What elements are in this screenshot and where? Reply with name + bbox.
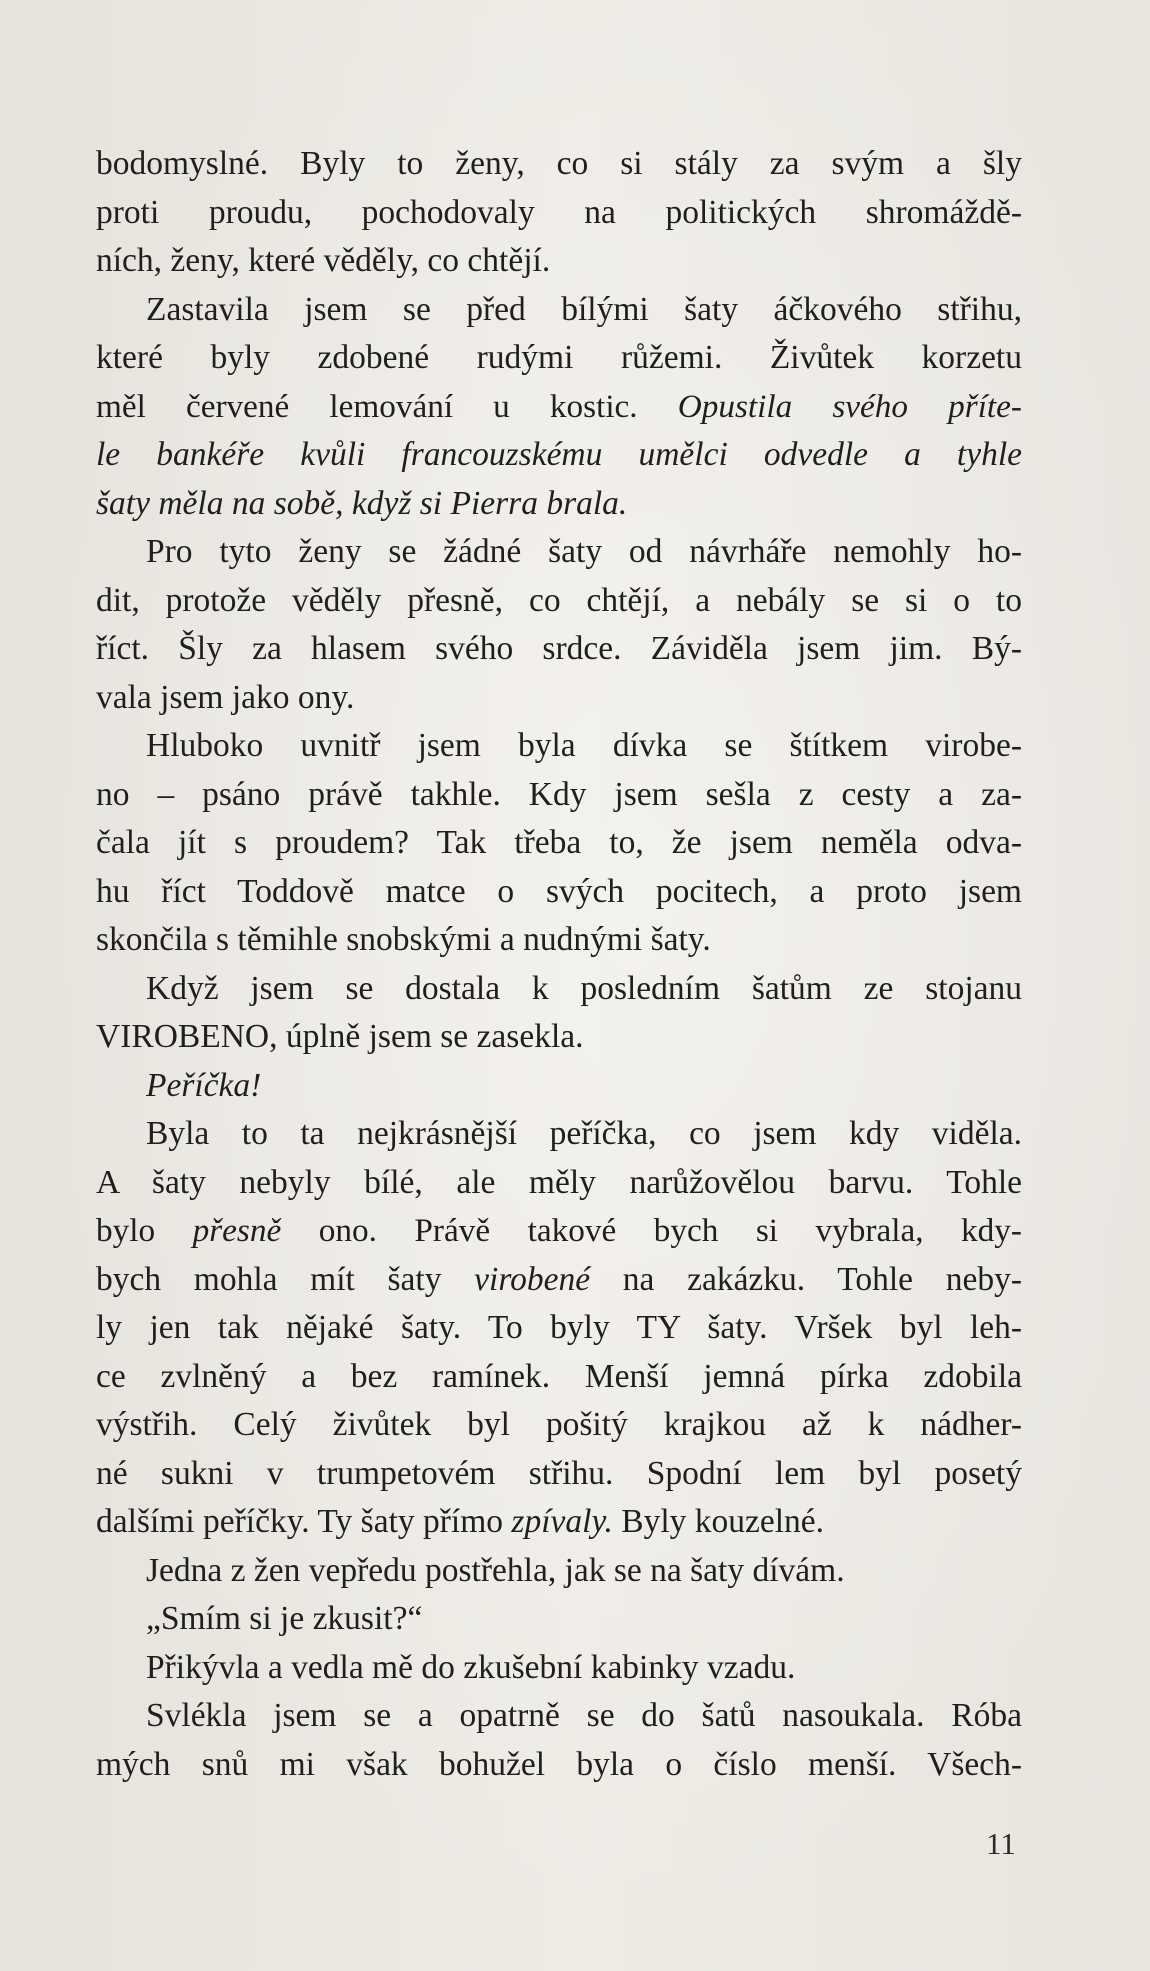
text-segment: měl červené lemování u kostic. xyxy=(96,387,678,425)
text-line xyxy=(96,577,1022,626)
italic-text: le bankéře kvůli francouzskému umělci odvedle a tyhle xyxy=(96,436,1022,473)
body-text xyxy=(96,140,1022,1789)
text-segment: bych mohla mít šaty xyxy=(96,1260,475,1298)
text-segment: dalšími peříčky. Ty šaty přímo xyxy=(96,1503,512,1540)
text-line xyxy=(96,528,1022,577)
text-segment: bodomyslné. Byly to ženy, co si stály za svým a šly xyxy=(96,145,1022,182)
text-line xyxy=(96,1692,1022,1741)
text-segment: které byly zdobené rudými růžemi. Živůtek korzetu xyxy=(96,339,1022,376)
italic-text: zpívaly. xyxy=(511,1503,613,1540)
text-segment: Jedna z žen vepředu postřehla, jak se na šaty dívám. xyxy=(146,1551,845,1589)
text-segment: říct. Šly za hlasem svého srdce. Záviděla jsem jim. Bý- xyxy=(96,630,1022,667)
text-segment: ních, ženy, které věděly, co chtějí. xyxy=(96,242,551,279)
text-line xyxy=(96,480,1022,529)
text-line xyxy=(96,1741,1022,1790)
text-segment: Byly kouzelné. xyxy=(612,1503,825,1540)
italic-text: Peříčka! xyxy=(146,1066,262,1104)
text-segment: né sukni v trumpetovém střihu. Spodní lem byl posetý xyxy=(96,1454,1022,1492)
text-segment: ly jen tak nějaké šaty. To byly TY šaty. Vršek byl leh- xyxy=(96,1309,1022,1346)
text-segment: čala jít s proudem? Tak třeba to, že jsem neměla odva- xyxy=(96,824,1022,861)
italic-text: Opustila svého příte- xyxy=(677,387,1022,425)
text-segment: Hluboko uvnitř jsem byla dívka se štítkem virobe- xyxy=(146,727,1022,764)
italic-text: virobené xyxy=(474,1260,591,1298)
text-line xyxy=(96,1498,1022,1547)
text-segment: výstřih. Celý živůtek byl pošitý krajkou až k nádher- xyxy=(96,1406,1022,1443)
text-line xyxy=(96,1644,1022,1693)
text-line xyxy=(96,1304,1022,1353)
text-line xyxy=(96,140,1022,189)
text-segment: hu říct Toddově matce o svých pocitech, a proto jsem xyxy=(96,872,1022,910)
text-segment: Svlékla jsem se a opatrně se do šatů nasoukala. Róba xyxy=(146,1697,1022,1734)
text-segment: „Smím si je zkusit?“ xyxy=(146,1600,423,1637)
page-number: 11 xyxy=(986,1826,1016,1861)
text-line xyxy=(96,1353,1022,1402)
italic-text: přesně xyxy=(192,1212,282,1249)
text-line xyxy=(96,1110,1022,1159)
text-segment: VIROBENO, úplně jsem se zasekla. xyxy=(96,1018,584,1055)
text-line xyxy=(96,674,1022,723)
text-segment: proti proudu, pochodovaly na politických shromáždě- xyxy=(96,193,1022,231)
text-line xyxy=(96,868,1022,917)
text-line xyxy=(96,1547,1022,1596)
text-line xyxy=(96,1256,1022,1305)
text-line xyxy=(96,1401,1022,1450)
text-segment: Byla to ta nejkrásnější peříčka, co jsem kdy viděla. xyxy=(146,1115,1022,1152)
text-segment: na zakázku. Tohle neby- xyxy=(590,1260,1022,1298)
text-line xyxy=(96,334,1022,383)
text-line xyxy=(96,1013,1022,1062)
text-segment: Pro tyto ženy se žádné šaty od návrháře nemohly ho- xyxy=(146,533,1022,570)
text-segment: ce zvlněný a bez ramínek. Menší jemná pírka zdobila xyxy=(96,1357,1022,1395)
text-line xyxy=(96,1450,1022,1499)
text-segment: A šaty nebyly bílé, ale měly narůžovělou barvu. Tohle xyxy=(96,1163,1022,1201)
text-line xyxy=(96,965,1022,1014)
text-segment: Když jsem se dostala k posledním šatům ze stojanu xyxy=(146,969,1022,1007)
text-segment: mých snů mi však bohužel byla o číslo menší. Všech- xyxy=(96,1745,1022,1783)
text-segment: Zastavila jsem se před bílými šaty áčkového střihu, xyxy=(146,290,1022,328)
text-line xyxy=(96,916,1022,965)
text-segment: vala jsem jako ony. xyxy=(96,678,355,716)
text-line xyxy=(96,819,1022,868)
text-line xyxy=(96,771,1022,820)
text-line xyxy=(96,189,1022,238)
text-line xyxy=(96,383,1022,432)
text-line xyxy=(96,431,1022,480)
text-segment: ono. Právě takové bych si vybrala, kdy- xyxy=(281,1212,1022,1249)
text-line xyxy=(96,625,1022,674)
text-line xyxy=(96,722,1022,771)
text-segment: dit, protože věděly přesně, co chtějí, a nebály se si o to xyxy=(96,581,1022,619)
text-line xyxy=(96,1207,1022,1256)
text-segment: bylo xyxy=(96,1212,193,1249)
text-line xyxy=(96,1062,1022,1111)
text-segment: no – psáno právě takhle. Kdy jsem sešla z cesty a za- xyxy=(96,775,1022,813)
italic-text: šaty měla na sobě, když si Pierra brala. xyxy=(96,484,628,522)
text-line xyxy=(96,237,1022,286)
text-line xyxy=(96,1595,1022,1644)
text-line xyxy=(96,1159,1022,1208)
text-line xyxy=(96,286,1022,335)
text-segment: Přikývla a vedla mě do zkušební kabinky vzadu. xyxy=(146,1648,796,1686)
text-segment: skončila s těmihle snobskými a nudnými šaty. xyxy=(96,921,711,958)
